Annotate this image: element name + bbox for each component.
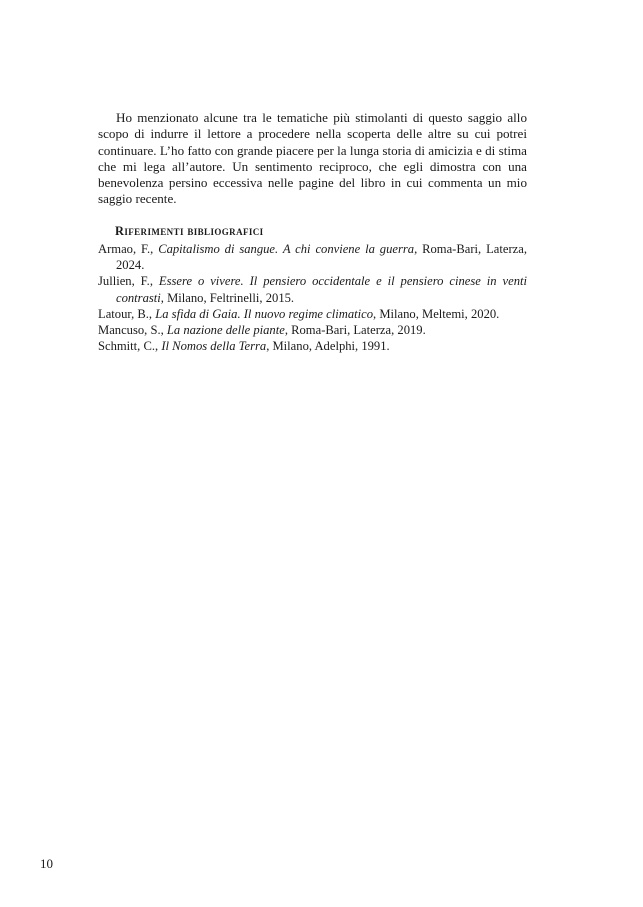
reference-author: Armao, F., bbox=[98, 242, 159, 256]
reference-item bbox=[98, 322, 527, 338]
reference-publication: , Roma-Bari, Laterza, 2019. bbox=[284, 323, 426, 338]
reference-author: Jullien, F., bbox=[98, 274, 159, 289]
reference-title: Capitalismo di sangue. A chi conviene la guerra bbox=[158, 242, 415, 256]
reference-author: Mancuso, S., bbox=[98, 323, 167, 338]
reference-item bbox=[98, 241, 527, 273]
reference-item bbox=[98, 306, 527, 322]
reference-item bbox=[98, 338, 527, 354]
body-paragraph: Ho menzionato alcune tra le tematiche più stimolanti di questo saggio allo scopo di indurre il lettore a procedere nella scoperta delle altre su cui potrei continuare. L’ho fatto con grande piacere per la lunga storia di amicizia e di stima che mi lega all’autore. Un sentimento reciproco, che egli dimostra con una benevolenza persino eccessiva nelle pagine del libro in cui commenta un mio saggio recente. bbox=[98, 110, 527, 207]
page-number: 10 bbox=[40, 856, 53, 871]
reference-title: Essere o vivere. Il pensiero occidentale e il pensiero cinese in venti contrasti bbox=[116, 274, 528, 305]
reference-title: Il Nomos della Terra bbox=[161, 339, 267, 354]
reference-publication: , Milano, Meltemi, 2020. bbox=[373, 306, 500, 321]
reference-publication: , Milano, Feltrinelli, 2015. bbox=[160, 290, 295, 305]
reference-author: Latour, B., bbox=[98, 306, 156, 321]
references-heading: Riferimenti bibliografici bbox=[115, 224, 264, 238]
reference-author: Schmitt, C., bbox=[98, 339, 162, 354]
reference-publication: , Milano, Adelphi, 1991. bbox=[266, 339, 390, 354]
references-list bbox=[98, 241, 527, 354]
reference-publication: , Roma-Bari, Laterza, 2024. bbox=[116, 242, 527, 273]
reference-item bbox=[98, 273, 527, 305]
reference-title: La sfida di Gaia. Il nuovo regime climatico bbox=[155, 306, 374, 321]
reference-title: La nazione delle piante bbox=[166, 323, 285, 338]
